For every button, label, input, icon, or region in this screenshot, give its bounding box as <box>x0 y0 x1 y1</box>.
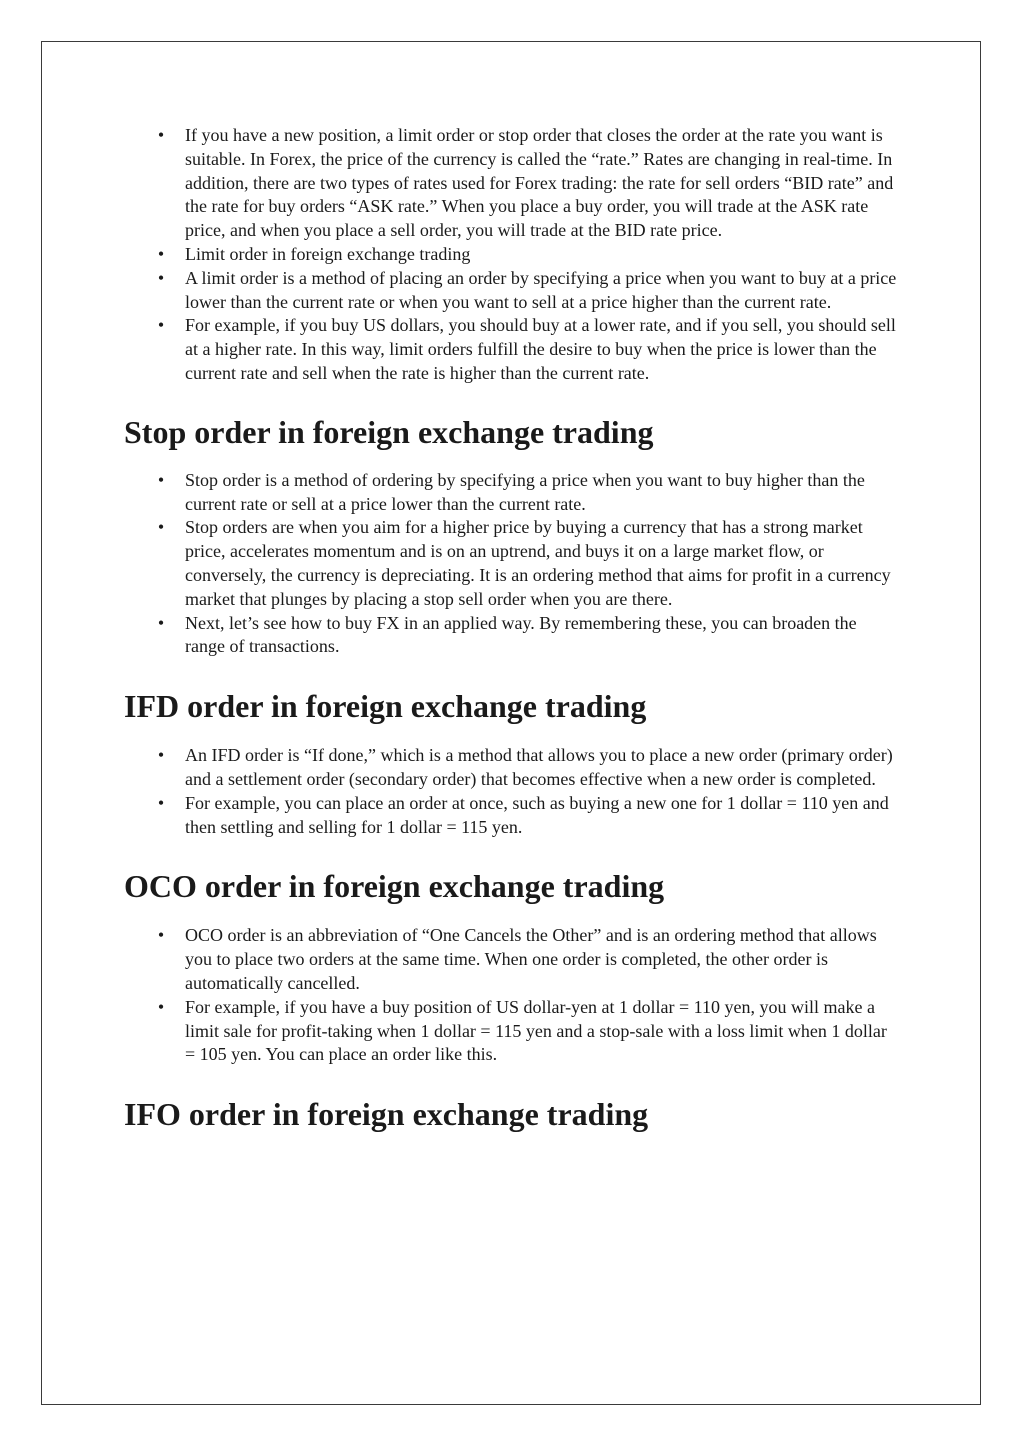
section-heading-oco-order: OCO order in foreign exchange trading <box>124 868 665 905</box>
document-body <box>124 124 899 1133</box>
ifd-order-bullet-list <box>124 744 899 839</box>
bullet-icon: • <box>157 792 165 813</box>
list-item-text: For example, you can place an order at once, such as buying a new one for 1 dollar = 110 yen and then settling and selling for 1 dollar = 115 yen. <box>185 792 889 837</box>
list-item <box>124 469 899 517</box>
bullet-icon: • <box>157 267 165 288</box>
list-item-text: A limit order is a method of placing an order by specifying a price when you want to buy at a price lower than the current rate or when you want to sell at a price higher than the current rate. <box>185 267 897 312</box>
bullet-icon: • <box>157 125 165 145</box>
list-item <box>124 792 899 840</box>
intro-bullet-list <box>124 124 899 386</box>
section-heading-ifd-order: IFD order in foreign exchange trading <box>124 688 647 725</box>
bullet-icon: • <box>157 517 165 538</box>
list-item <box>124 124 899 243</box>
list-item-text: Limit order in foreign exchange trading <box>185 243 471 264</box>
list-item <box>124 516 899 611</box>
list-item-text: Stop order is a method of ordering by specifying a price when you want to buy higher than the current rate or sell at a price lower than the current rate. <box>185 469 865 514</box>
list-item <box>124 243 899 267</box>
bullet-icon: • <box>157 996 165 1017</box>
stop-order-bullet-list <box>124 469 899 659</box>
section-heading-stop-order: Stop order in foreign exchange trading <box>124 413 654 450</box>
list-item-text: An IFD order is “If done,” which is a method that allows you to place a new order (primary order) and a settlement order (secondary order) that becomes effective when a new order is completed. <box>185 745 893 789</box>
list-item-text: For example, if you have a buy position of US dollar-yen at 1 dollar = 110 yen, you will make a limit sale for profit-taking when 1 dollar = 115 yen and a stop-sale with a loss limit when 1 dollar = 105 yen. You can place an order like this. <box>185 996 887 1065</box>
list-item <box>124 924 899 995</box>
list-item-text: OCO order is an abbreviation of “One Cancels the Other” and is an ordering method that allows you to place two orders at the same time. When one order is completed, the other order is automatically cancelled. <box>185 925 877 993</box>
list-item <box>124 996 899 1067</box>
list-item <box>124 314 899 385</box>
section-heading-ifo-order: IFO order in foreign exchange trading <box>124 1096 649 1133</box>
list-item <box>124 612 899 660</box>
list-item <box>124 744 899 792</box>
list-item-text: If you have a new position, a limit order or stop order that closes the order at the rate you want is suitable. In Forex, the price of the currency is called the “rate.” Rates are changing in real-time. In addition, there are two types of rates used for Forex trading: the rate for sell orders “BID rate” and the rate for buy orders “ASK rate.” When you place a buy order, you will trade at the ASK rate price, and when you place a sell order, you will trade at the BID rate price. <box>185 125 894 241</box>
oco-order-bullet-list <box>124 924 899 1067</box>
list-item-text: Stop orders are when you aim for a higher price by buying a currency that has a strong market price, accelerates momentum and is on an uptrend, and buys it on a large market flow, or conversely, the currency is depreciating. It is an ordering method that aims for profit in a currency market that plunges by placing a stop sell order when you are there. <box>185 517 891 609</box>
bullet-icon: • <box>157 612 165 633</box>
bullet-icon: • <box>157 315 165 336</box>
bullet-icon: • <box>157 243 165 264</box>
list-item <box>124 267 899 315</box>
bullet-icon: • <box>157 925 165 946</box>
bullet-icon: • <box>157 745 165 766</box>
bullet-icon: • <box>157 469 165 490</box>
list-item-text: For example, if you buy US dollars, you should buy at a lower rate, and if you sell, you should sell at a higher rate. In this way, limit orders fulfill the desire to buy when the price is lower than the current rate and sell when the rate is higher than the current rate. <box>185 315 896 383</box>
list-item-text: Next, let’s see how to buy FX in an applied way. By remembering these, you can broaden the range of transactions. <box>185 612 857 657</box>
